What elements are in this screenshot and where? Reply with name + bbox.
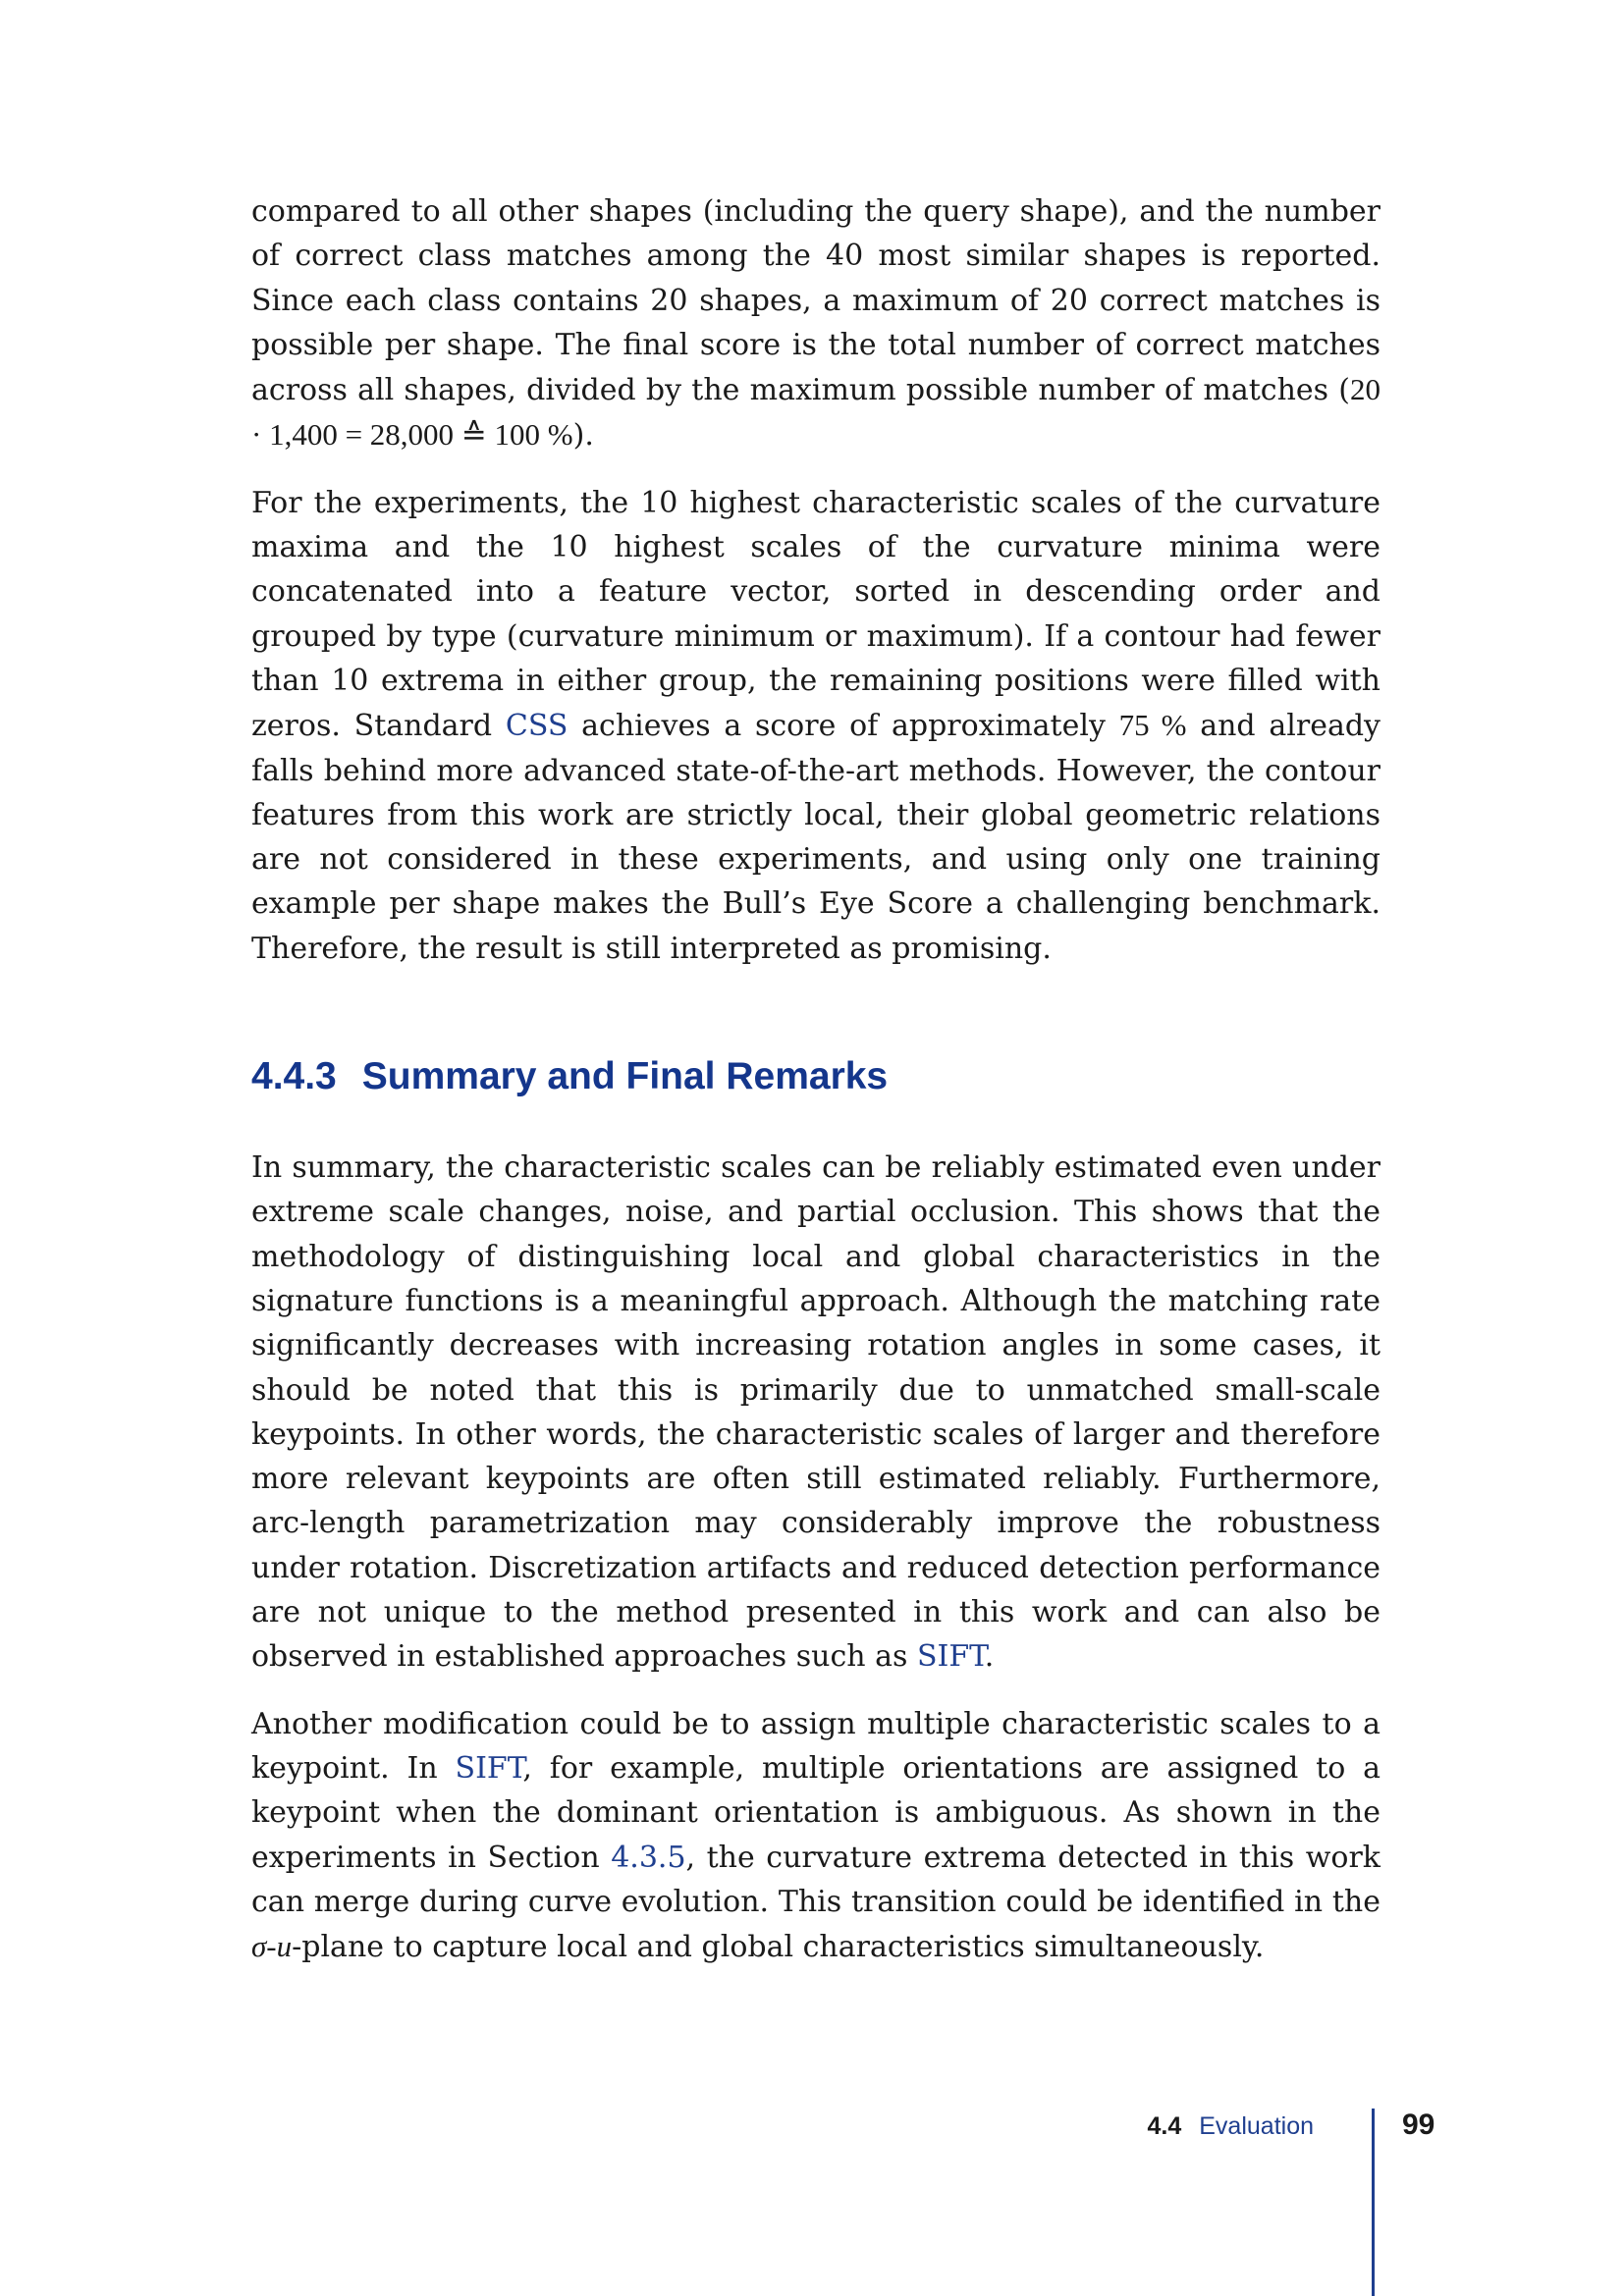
paragraph-text: , the curvature extrema detected in this work can merge during curve evolution. This transition could be identified in the <box>251 1840 1380 1919</box>
running-header <box>1147 2112 1314 2141</box>
page-number: 99 <box>1402 2109 1435 2141</box>
math-expression: 75 % <box>1118 708 1187 743</box>
paragraph-text: ). <box>572 418 594 454</box>
paragraph-text: , for example, multiple orientations are assigned to a keypoint when the dominant orientation is ambiguous. As shown in the experiments in Section <box>251 1750 1380 1875</box>
paragraph-text: and already falls behind more advanced state-of-the-art methods. However, the contour features from this work are strictly local, their global geometric relations are not considered in these experiments, and using only one training example per shape makes the Bull’s Eye Score a challenging benchmark. Therefore, the result is still interpreted as promising. <box>251 709 1380 966</box>
body-text <box>251 189 1380 1992</box>
paragraph <box>251 1146 1380 1680</box>
acronym-link-sift[interactable]: SIFT <box>455 1750 523 1786</box>
paragraph <box>251 189 1380 458</box>
footer-vertical-rule <box>1372 2109 1375 2296</box>
paragraph <box>251 1702 1380 1970</box>
paragraph-text: Another modification could be to assign multiple characteristic scales to a keypoint. In <box>251 1706 1380 1786</box>
paragraph-text: -plane to capture local and global characteristics simultaneously. <box>292 1930 1265 1965</box>
paragraph-text: . <box>984 1639 995 1675</box>
paragraph <box>251 481 1380 971</box>
footer-section-title[interactable]: Evaluation <box>1199 2112 1314 2140</box>
paragraph-text: In summary, the characteristic scales can be reliably estimated even under extreme scale changes, noise, and partial occlusion. This shows that the methodology of distinguishing local and global characteristics in the signature functions is a meaningful approach. Although the matching rate significantly decreases with increasing rotation angles in some cases, it should be noted that this is primarily due to unmatched small-scale keypoints. In other words, the characteristic scales of larger and therefore more relevant keypoints are often still estimated reliably. Furthermore, arc-length parametrization may considerably improve the robustness under rotation. Discretization artifacts and reduced detection performance are not unique to the method presented in this work and can also be observed in established approaches such as <box>251 1150 1380 1675</box>
paragraph-text: For the experiments, the 10 highest characteristic scales of the curvature maxima and the 10 highest scales of the curvature minima were concatenated into a feature vector, sorted in descending order and grouped by type (curvature minimum or maximum). If a contour had fewer than 10 extrema in either group, the remaining positions were filled with zeros. Standard <box>251 485 1380 744</box>
paragraph-text: compared to all other shapes (including the query shape), and the number of correct class matches among the 40 most similar shapes is reported. Since each class contains 20 shapes, a maximum of 20 correct matches is possible per shape. The final score is the total number of correct matches across all shapes, divided by the maximum possible number of matches ( <box>251 194 1380 408</box>
section-number: 4.4.3 <box>251 1055 337 1098</box>
section-reference-link[interactable]: 4.3.5 <box>611 1840 686 1875</box>
paragraph-text: achieves a score of approximately <box>568 709 1119 744</box>
math-dash: - <box>266 1929 277 1964</box>
footer-section-number: 4.4 <box>1147 2112 1182 2140</box>
math-expression: 20 · 1,400 = 28,000 ≙ 100 % <box>251 372 1380 453</box>
math-u: u <box>276 1929 293 1964</box>
page-footer <box>0 2109 1624 2296</box>
section-title: Summary and Final Remarks <box>361 1055 889 1098</box>
acronym-link-css[interactable]: CSS <box>505 709 568 744</box>
section-heading <box>251 1053 1380 1100</box>
math-sigma: σ <box>251 1929 267 1964</box>
acronym-link-sift[interactable]: SIFT <box>916 1639 985 1675</box>
